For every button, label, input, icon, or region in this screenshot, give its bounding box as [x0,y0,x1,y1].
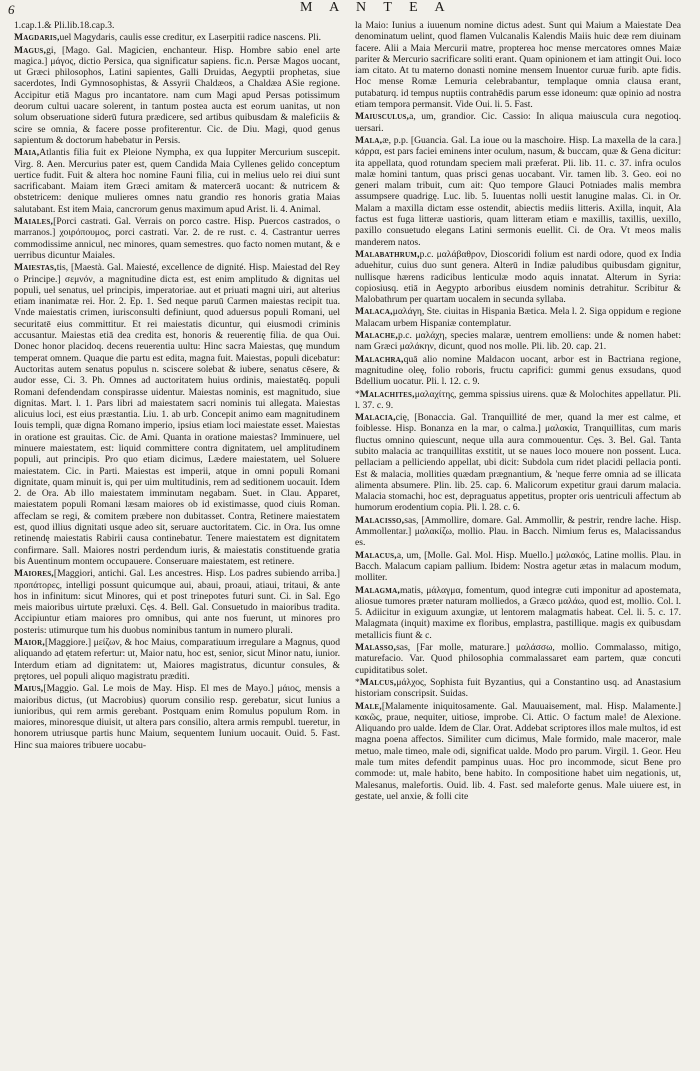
page-number: 6 [8,2,15,17]
dictionary-entry [355,642,681,676]
dictionary-entry [355,306,681,329]
entry-definition: p.c. μαλάχη, species malaræ, uentrem emolliens: unde & nomen habet: nam Græci μαλάκην, dicunt, quod nos molle. Pli. lib. 20. cap. 21. [355,330,681,353]
entry-headword: Malagma, [355,584,400,596]
dictionary-entry [355,249,681,305]
entry-headword: Malaca, [355,306,393,318]
entry-headword: Magdaris, [14,32,60,44]
dictionary-entry [14,45,340,147]
page-header [0,0,700,20]
entry-headword: Malacus, [355,549,397,561]
entry-headword: Magus, [14,44,47,56]
entry-definition: [Maggio. Gal. Le mois de May. Hisp. El mes de Mayo.] μάιος, mensis a maioribus dictus, (ut Macrobius) quorum consilio resp. gerebatur, sicut Iunius a iunioribus, qui rem armis gerebant. Postquam enim Romulus populum Rom. in maiores, minoresque diuisit, ut altera pars consilio, altera armis rempubl. tueretur, in honorem utriusque partis hunc Maium, sequentem Iunium uocauit. Ouid. 5. Fast. Hinc sua maiores tribuere uocabu- [14,683,340,751]
entry-headword: Malabathrum, [355,248,420,260]
left-column [14,20,340,752]
entry-headword: Maior, [14,637,45,649]
entry-headword: Male, [355,700,382,712]
asterisk-mark: * [355,388,360,400]
entry-definition: [Maggiore.] μείζων, & hoc Maius, comparatiuum irregulare a Magnus, quod aliquando ad ętatem refertur: ut, Maior natu, hoc est, senior, sicut Minor natu, iunior. Interdum etiam ad dignitatem: ut, Maiores magistratus, dicuntur consules, & prętores, uel populi aliquo magistratu præditi. [14,637,340,682]
entry-headword: Maiales, [14,216,54,228]
entry-definition: sas, [Ammollire, domare. Gal. Ammollir, & pestrir, rendre lache. Hisp. Ammollentar.] μαλακίζω, mollio. Plau. in Bacch. Nimium ferus es, Malacissandus es. [355,514,681,549]
entry-headword: Malacisso, [355,514,405,526]
entry-definition: cię, [Bonaccia. Gal. Tranquillité de mer, quand la mer est calme, et foiblesse. Hisp. Bonanza en la mar, o calma.] μαλακία, Tranquillitas, cum maris fluctus omnino quiescunt, neque ulla aura commouentur. Cęs. 3. Bel. Gal. Tanta subito malacia ac tranquillitas exstitit, ut se naues loco mouere non possent. Luca. pellaciam a pelliciendo appellat, ubi dicit: Subdola cum ridet placidi pellacia ponti. Est & malacia, mollities quædam prægnantium, & 'neque ferre omnia ad se illicata alimenta absumere. Plin. lib. 25. cap. 6. Malicorum expetitur graui darum malacia. Malacia stomachi, hoc est, depraguatus appetitus, propter oris uentriculi affectum ab humorum erodentium copia. Pli. l. 28. c. 6. [355,412,681,514]
dictionary-entry [14,147,340,215]
entry-headword: Maia, [14,147,40,159]
entry-headword: Malacia, [355,412,396,424]
entry-definition: μαλαχίτης, gemma spissius uirens. quæ & Molochites appellatur. Pli. l. 37. c. 9. [355,388,681,411]
dictionary-entry [14,683,340,751]
entry-headword: Maiores, [14,568,54,580]
dictionary-entry [14,637,340,682]
entry-definition: a, um, grandior. Cic. Cassio: In aliqua maiuscula cura negotioq. uersari. [355,111,681,134]
asterisk-mark: * [355,676,360,688]
dictionary-entry [14,568,340,636]
dictionary-entry [355,389,681,412]
entry-headword: Malache, [355,330,399,342]
dictionary-entry [14,32,340,43]
entry-headword: Malachra, [355,353,404,365]
dictionary-entry [14,262,340,567]
entry-headword: Malasso, [355,642,397,654]
entry-headword: Malcus, [359,676,397,688]
dictionary-entry [355,135,681,248]
dictionary-entry [355,701,681,803]
entry-headword: Maius, [14,683,44,695]
entry-continuation: 1.cap.1.& Pli.lib.18.cap.3. [14,20,115,31]
dictionary-entry [355,330,681,353]
dictionary-entry [355,585,681,641]
entry-definition: æ, p.p. [Guancia. Gal. La ioue ou la maschoire. Hisp. La maxella de la cara.] κάρρα, est pars faciei eminens inter oculum, nasum, & buccam, quæ & Gena dicitur: ita appellata, quod rotundam speciem mali præferat. Pli. lib. 11. c. 37. infra oculos malæ homini tantum, quas prisci genas uocabant. Vir. tamen lib. 3. Geo. eoi no generi malam tribuit, cum ait: Quo tempore Glauci Potniades malis membra assumpsere quadrigę. Luc. lib. 5. Iuuentas nolli uestit lanugine malas. Ci. in Or. Malam a maxilla dictam esse ostendit, abiectis mediis litteris. Axilla, inquit, Ala factus est fuga litteræ uastioris, quam litteram etiam e maxillis, taxillis, uexillo, paxillo consuetudo elegans Latini sermonis euellit. Ci. de Ora. Vt meos malis manderem natos. [355,134,681,248]
entry-definition: a, um, [Molle. Gal. Mol. Hisp. Muello.] μαλακός, Latine mollis. Plau. in Bacch. Malacum capiam pallium. Ibidem: Nostra agetur ætas in malacum modum, molliter. [355,549,681,584]
dictionary-entry [355,677,681,700]
entry-definition: [Porci castrati. Gal. Verrais on porco castre. Hisp. Puercos castrados, o marranos.] χοιρόπουμος, porci castrati. Var. 2. de re rust. c. 4. Castrantur uerres commodissime annicul, nec minores, quam semestres. quo facto nomen mutant, & e uerribus dicuntur Maiales. [14,216,340,261]
dictionary-entry [355,515,681,549]
dictionary-entry [355,354,681,388]
dictionary-entry [355,111,681,134]
right-column [355,20,681,803]
entry-definition: quā alio nomine Maldacon uocant, arbor est in Bactriana regione, magnitudine oleę, folio roboris, fructu caprifici: gummi genus exsudans, quod Bdellium uocatur. Pli. l. 12. c. 9. [355,353,681,388]
running-title: M A N T E A [300,0,452,15]
dictionary-entry [14,216,340,261]
entry-definition: gi, [Mago. Gal. Magicien, enchanteur. Hisp. Hombre sabio enel arte magica.] μάγος, dictio Persica, qua significatur sapiens. fic.n. Persæ Magos uocant, ut Græci philosophos, Latini sapientes, Galli Druidas, Aegyptii prophetas, siue sacerdotes, Indi Gymnosophistas, & Assyrii Chaldæos, a Chaldæa ASie regione. Accipitur etiā Magus pro incantatore. nam cum Magi apud Persas potissimum deorum cultui uacare solerent, in tantum postea aucta est eorum uanitas, ut non solum obseruatione siderū futura prædicere, sed artibus quibusdam & maleficiis & scire se omnia, & facere posse profiterentur. Cic. de Diu. Magi, quod genus sapientum & doctorum habebatur in Persis. [14,44,340,146]
entry-definition: matis, μάλαγμα, fomentum, quod integræ cuti imponitur ad apostemata, aliosue tumores præter naturam molliedos, a Græco μαλάω, quod est, mollio. Col. l. 5. Adiicitur in exiguum axungiæ, ut lentorem malagmatis habeat. Cel. li. 5. c. 17. Malagmata (inquit) maxime ex floribus, emplastra, pastillique. magis ex quibusdam metallicis fiunt & c. [355,584,681,641]
dictionary-entry [355,550,681,584]
entry-headword: Mala, [355,134,383,146]
entry-headword: Malachites, [359,388,415,400]
entry-definition: Atlantis filia fuit ex Pleione Nympha, ex qua Iuppiter Mercurium suscepit. Virg. 8. Aen. Mercurius pater est, quem Candida Maia Cyllenes gelido conceptum uertice fudit. Fuit & altera hoc nomine Fauni filia, cui in melius uelo rei diui sunt sacrificabant. Maiam item Græci amitam & matercerā uocant: & nutricem & obstetricem: denique mulieres omnes natu grandio res honoris gratia Maias salutabant. Est item Maia, cancrorum genus maximum apud Arist. li. 4. Animal. [14,147,340,215]
entry-continuation: la Maio: Iunius a iuuenum nomine dictus adest. Sunt qui Maium a Maiestate Dea denominatum uelint, quod flamen Vulcanalis Kalendis Maiis huic deæ rem diuinam facere. Alii a Maia Mercurii matre, propterea hoc mense mercatores omnes Maiæ pariter & Mercurio sacrificare soliti erant. Quam opinionem et iam attingit Oui. loco iam citato. At tu materno donasti nomine mensem Inuentor curuæ furib. apte fidis. Hoc mense Romæ Lemuria celebrabantur, templaque omnia clausa erant, putabaturq. id tempus nuptiis contrahēdis parum esse idoneum: quæ opinio ad nostra etiam tempora permansit. Vide Oui. li. 5. Fast. [355,20,681,111]
entry-headword: Maiestas, [14,262,57,274]
entry-definition: tis, [Maestà. Gal. Maiesté, excellence de dignité. Hisp. Maiestad del Rey o Principe.] σεμνόν, a magnitudine dicta est, est enim amplitudo & dignitas uel populi, uel senatus, uel principis, imperatoriae. aut et priuati magni uiri, aut alterius etiam inanimatæ rei. Hor. 2. Ep. 1. Sed neque paruū Carmen maiestas recipit tua. Vnde maiestatis crimen, iurisconsulti definiunt, quod aduersus populi Romani, uel securitatē eius committitur. Et rei maiestatis dicuntur, qui eiusmodi criminis accusantur. Maiestas etiā dea credita est, honoris & reuerentię filia. de qua Oui. Donec honor placidoq. decens reuerentia uultu: Hinc sacra Maiestas, quę mundum temperat omnem. Quaque die partu est edita, magna fuit. Maiestas, populi dicebatur: Auctoritas autem senatus populus n. sciscere solebat & iubere, senatus cēsere, & audor esse, Ci. 3. Ph. Omnes ad auctoritatem huius ordinis, maiestatēq. populi Romani defendendam conspirasse uidentur. Maiestas nominis, est magnitudo, siue dignitas. Mart. l. 1. Pars libri ad maiestatem sacri nominis tui allegata. Maiestas alicuius loci, est eius præstantia. Liu. 1. ab urb. Concepit animo eam magnitudinem Iouis templi, quæ digna Romano imperio, ipsius etiam loci maiestate esset. Maiestas in oratione est grauitas. Cic. de Ami. Quanta in oratione maiestas? Imminuere, uel minuere maiestatem, est: liquid committere contra dignitatem, uel amplitudinem populi, aut principis. Pro quo etiam dicimus, Lædere maiestatem, uel Soluere maiestatem. Cic. in Parti. Maiestas est imperii, atque in omni populi Romani dignitate, quam minuit is, qui per uim multitudinis, rem ad seditionem uocauit. Idem 2. de Ora. Ab illo maiestatem imminutam negabam. Suet. in Clau. Apparet, maiestatem populi Romani læsam maiores ob id existimasse, quod ciuis Roman. affeclam se regi, & comitem præbere non dubitasset. Contra, Retinere maiestatem est, quod illius dignitati usque adeo sit, seruare auctoritatem. Cic. in Ora. Ius omne retinendę maiestatis Rabirii causa continebatur. Tenere maiestatem est dignitatem confirmare. Sall. Maiores nostri perdendum iuris, & maiestatis constituende gratia bis Auentinum montem occupauere. Conseruare maiestatem, est retinere. [14,262,340,567]
entry-headword: Maiusculus, [355,111,410,123]
entry-definition: p.c. μαλάβαθρον, Dioscoridi folium est nardi odore, quod ex India aduehitur, cuius duo sunt genera. Alterū in Indiæ paludibus quibusdam gignitur, nullisque hærens radicibus lenticulæ modo aquis innatat. Alterum in Syria: copiosiusq. etiā in Aegypto arboribus eiusdem nominis detrahitur. Scribitur & Malobathrum per quartam uocalem in secunda syllaba. [355,248,681,306]
entry-definition: [Maggiori, antichi. Gal. Les ancestres. Hisp. Los padres subiendo arriba.] προπάτορες, intelligi possunt quicumque aui, abaui, proaui, atiaui, tritaui, & ante hos in infinitum: sicut Minores, qui et post trinepotes futuri sunt. Ci. in Sal. Ego meis maioribus uirtute præluxi. Cęs. 4. Bell. Gal. Consuetudo in maioribus tradita. Accipiuntur etiam maiores pro omnibus, qui ante nos fuerunt, ut minores pro posteris: utimurque tum his duobus nominibus tantum in numero plurali. [14,568,340,636]
entry-definition: uel Magydaris, caulis esse creditur, ex Laserpitii radice nascens. Pli. [59,32,322,44]
entry-definition: μαλάγη, Ste. ciuitas in Hispania Bætica. Mela l. 2. Siga oppidum e regione Malacam urbem Hispaniæ contemplatur. [355,306,681,329]
entry-definition: μάλχος, Sophista fuit Byzantius, qui a Constantino usq. ad Anastasium historiam conscripsit. Suidas. [355,676,681,700]
entry-definition: sas, [Far molle, maturare.] μαλάσσω, mollio. Commalasso, mitigo, maturefacio. Var. Quod philosophia commalassaret eam partem, quæ concuti cupiditatibus solet. [355,642,681,676]
dictionary-entry [355,412,681,514]
entry-definition: [Malamente iniquitosamente. Gal. Mauuaisement, mal. Hisp. Malamente.] κακῶς, praue, nequiter, uitiose, improbe. Ci. Attic. O factum male! de Alexione. Aliquando pro ualde. Idem de Clar. Orat. Addebat scriptores illos male multos, id est magna poena affectos. Similiter cum dicimus, Male formido, male maceror, male metuo, male timeo, male odi, significat ualde. Modo pro parum. Virgil. 1. Geor. Heu male tum mites defendit pampinus uuas. Hoc pro incommode, sicut Bene pro commode: ut, male habito, bene habito. In compositione habet uim negationis, ut, Malesanus, malefortis. Ouid. lib. 4. Fast. sed maleforte genus. Male uiuere est, in gestate, uel anxie, & folli cite [355,700,681,802]
